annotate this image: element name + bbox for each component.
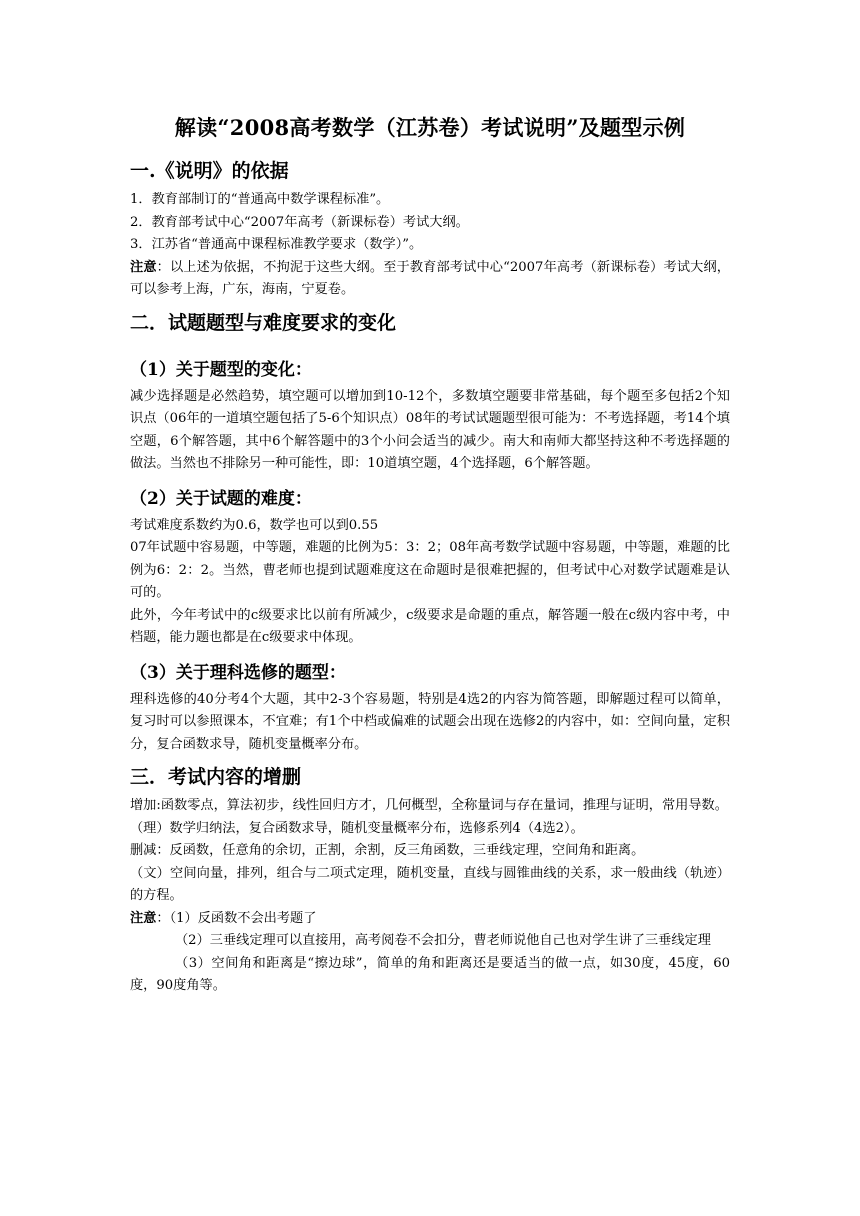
section3-line-1: 增加:函数零点，算法初步，线性回归方才，几何概型，全称量词与存在量词，推理与证明，常用导数。 <box>130 798 728 813</box>
note-label: 注意 <box>130 259 157 275</box>
section2-heading: 二．试题题型与难度要求的变化 <box>130 311 397 334</box>
note-label: 注意 <box>130 910 157 926</box>
section3-line-4: （文）空间向量，排列，组合与二项式定理，随机变量，直线与圆锥曲线的关系，求一般曲线（轨迹）的方程。 <box>130 865 730 903</box>
subsection2-line-1: 考试难度系数约为0.6，数学也可以到0.55 <box>130 517 379 533</box>
subsection2-heading: （2）关于试题的难度： <box>130 488 312 509</box>
section3-note <box>130 908 730 931</box>
subsection3-text: 理科选修的40分考4个大题，其中2-3个容易题，特别是4选2的内容为简答题，即解题过程可以简单，复习时可以参照课本，不宜难；有1个中档或偏难的试题会出现在选修2的内容中，如：空间向量，定积分，复合函数求导，随机变量概率分布。 <box>130 691 730 752</box>
document-page <box>130 112 730 998</box>
subsection2-line-2: 07年试题中容易题，中等题，难题的比例为5：3：2；08年高考数学试题中容易题，中等题，难题的比例为6：2：2。当然，曹老师也提到试题难度这在命题时是很难把握的，但考试中心对数学试题难是认可的。 <box>130 540 730 600</box>
section1-heading: 一.《说明》的依据 <box>130 160 289 182</box>
section3-line-2: （理）数学归纳法，复合函数求导，随机变量概率分布，选修系列4（4选2）。 <box>130 820 584 836</box>
section3-note-item-3: （3）空间角和距离是“擦边球”，简单的角和距离还是要适当的做一点，如30度，45度，60度，90度角等。 <box>130 955 730 993</box>
section3-note-item-2: （2）三垂线定理可以直接用，高考阅卷不会扣分，曹老师说他自己也对学生讲了三垂线定理 <box>175 933 711 948</box>
document-title: 解读“2008高考数学（江苏卷）考试说明”及题型示例 <box>174 115 686 140</box>
section1-item-1: 1．教育部制订的“普通高中数学课程标准”。 <box>130 192 390 207</box>
subsection2-line-3: 此外，今年考试中的c级要求比以前有所减少，c级要求是命题的重点，解答题一般在c级内容中考，中档题，能力题也都是在c级要求中体现。 <box>130 607 730 645</box>
section3-line-3: 删减：反函数，任意角的余切，正割，余割，反三角函数，三垂线定理，空间角和距离。 <box>130 843 645 858</box>
section1-item-2: 2．教育部考试中心“2007年高考（新课标卷）考试大纲。 <box>130 214 469 230</box>
section1-note <box>130 257 730 302</box>
subsection3-heading: （3）关于理科选修的题型： <box>130 662 346 683</box>
note-text: ：以上述为依据，不拘泥于这些大纲。至于教育部考试中心“2007年高考（新课标卷）考试大纲，可以参考上海，广东，海南，宁夏卷。 <box>130 259 730 297</box>
section3-heading: 三．考试内容的增删 <box>130 766 302 788</box>
subsection1-heading: （1）关于题型的变化： <box>130 359 312 380</box>
section1-item-3: 3．江苏省“普通高中课程标准教学要求（数学）”。 <box>130 237 423 252</box>
subsection1-text: 减少选择题是必然趋势，填空题可以增加到10-12个，多数填空题要非常基础，每个题至多包括2个知识点（06年的一道填空题包括了5-6个知识点）08年的考试试题题型很可能为：不考选择题，考14个填空题，6个解答题，其中6个解答题中的3个小问会适当的减少。南大和南师大都坚持这种不考选择题的做法。当然也不排除另一种可能性，即：10道填空题，4个选择题，6个解答题。 <box>130 388 730 471</box>
note-first: ：（1）反函数不会出考题了 <box>156 910 317 926</box>
